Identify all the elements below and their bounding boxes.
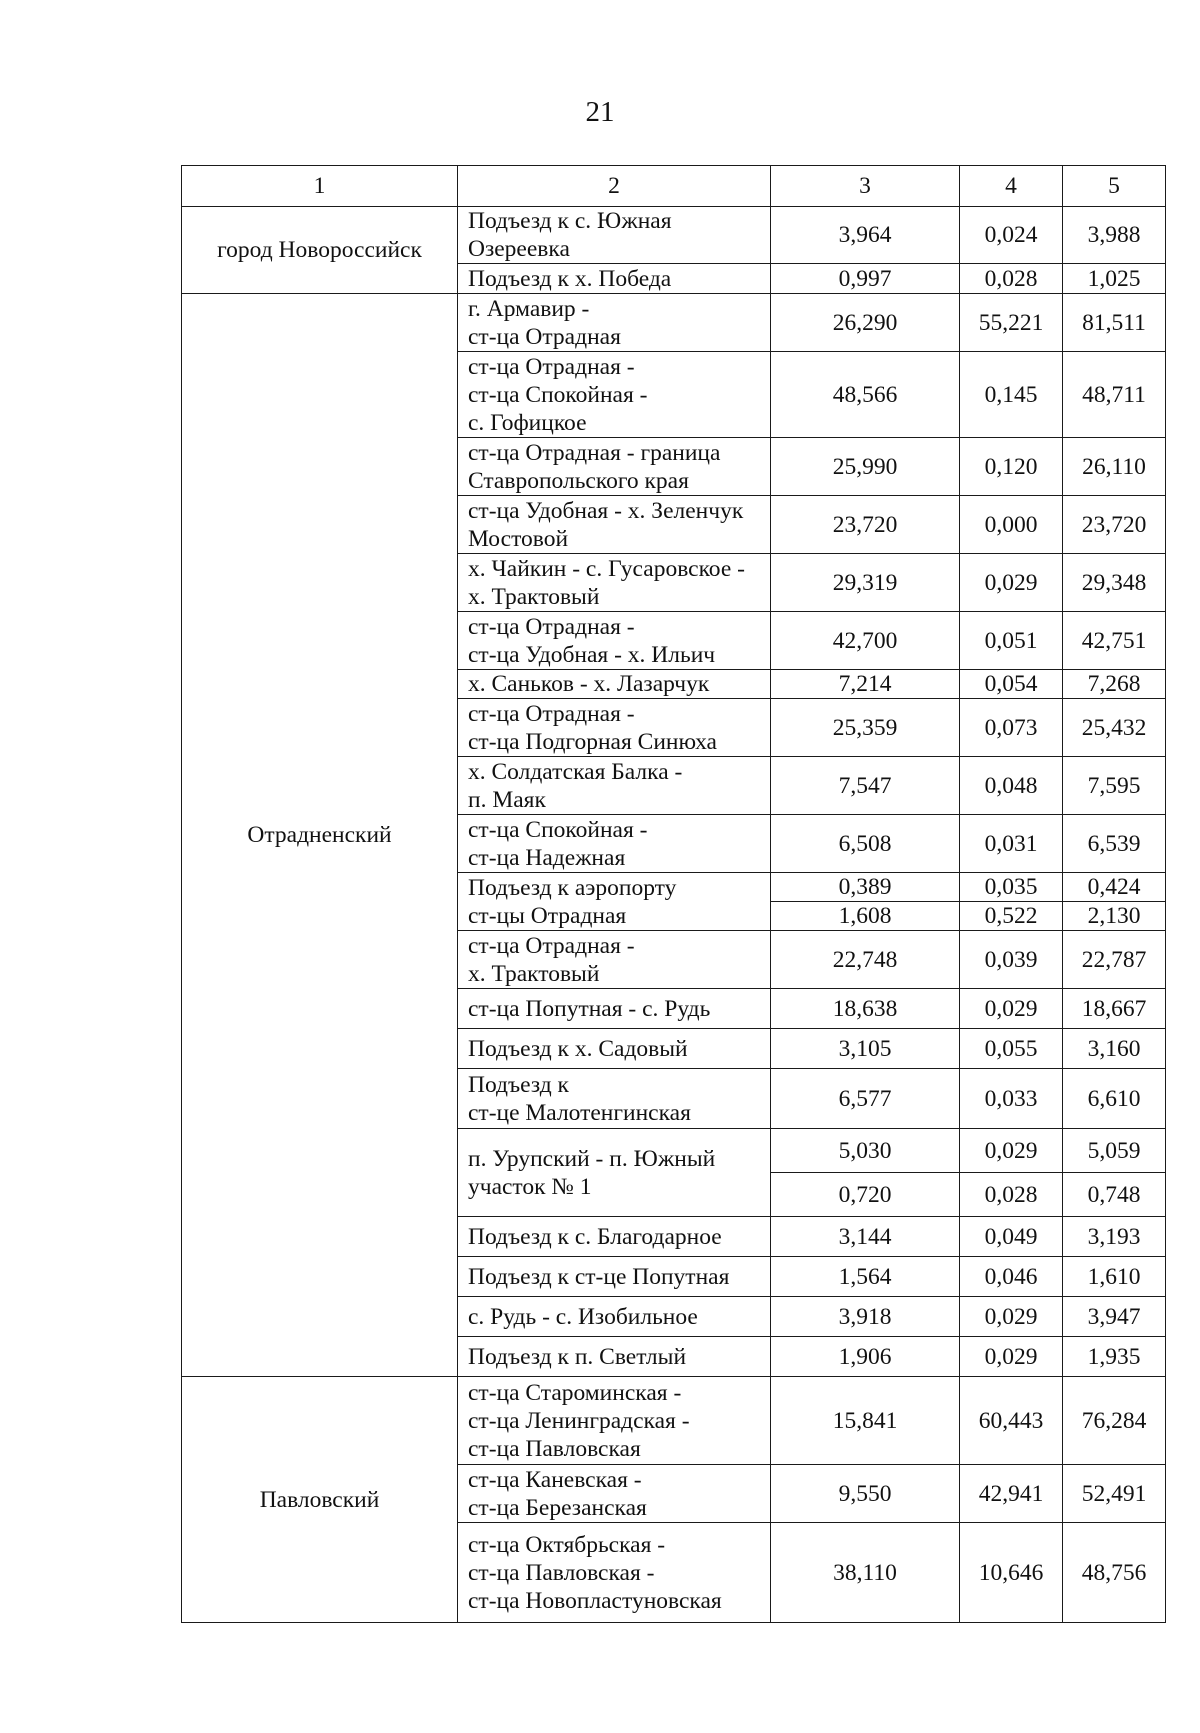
road-name-cell: г. Армавир - ст-ца Отрадная — [458, 294, 771, 352]
length-col3-cell: 1,906 — [771, 1337, 960, 1377]
length-col3-cell: 6,508 — [771, 815, 960, 873]
length-col5-cell: 1,025 — [1063, 264, 1166, 294]
length-col5-cell: 23,720 — [1063, 496, 1166, 554]
length-col3-cell: 48,566 — [771, 352, 960, 438]
length-col5-cell: 81,511 — [1063, 294, 1166, 352]
district-cell: Павловский — [182, 1377, 458, 1623]
length-col3-cell: 38,110 — [771, 1523, 960, 1623]
length-col4-cell: 0,120 — [960, 438, 1063, 496]
length-col4-cell: 0,055 — [960, 1029, 1063, 1069]
length-col4-cell: 0,033 — [960, 1069, 1063, 1129]
road-name-cell: ст-ца Отрадная - х. Трактовый — [458, 931, 771, 989]
table-body — [182, 207, 1166, 1623]
length-col5-cell: 29,348 — [1063, 554, 1166, 612]
length-col3-cell: 1,564 — [771, 1257, 960, 1297]
length-col4-cell: 0,054 — [960, 670, 1063, 699]
header-cell-1: 1 — [182, 166, 458, 207]
length-col5-cell: 1,610 — [1063, 1257, 1166, 1297]
length-col3-cell: 3,144 — [771, 1217, 960, 1257]
road-name-cell: ст-ца Отрадная - ст-ца Подгорная Синюха — [458, 699, 771, 757]
length-col3-cell: 26,290 — [771, 294, 960, 352]
road-name-cell: с. Рудь - с. Изобильное — [458, 1297, 771, 1337]
page-number: 21 — [585, 96, 615, 128]
length-col5-cell: 0,748 — [1063, 1173, 1166, 1217]
length-col5-cell: 26,110 — [1063, 438, 1166, 496]
length-col4-cell: 0,029 — [960, 554, 1063, 612]
road-name-cell: х. Солдатская Балка - п. Маяк — [458, 757, 771, 815]
header-cell-3: 3 — [771, 166, 960, 207]
length-col5-cell: 25,432 — [1063, 699, 1166, 757]
length-col4-cell: 0,035 — [960, 873, 1063, 902]
length-col4-cell: 0,028 — [960, 264, 1063, 294]
length-col4-cell: 10,646 — [960, 1523, 1063, 1623]
road-name-cell: Подъезд к х. Победа — [458, 264, 771, 294]
length-col5-cell: 6,610 — [1063, 1069, 1166, 1129]
length-col3-cell: 0,389 — [771, 873, 960, 902]
road-name-cell: ст-ца Отрадная - ст-ца Удобная - х. Ильич — [458, 612, 771, 670]
length-col3-cell: 22,748 — [771, 931, 960, 989]
road-name-cell: х. Чайкин - с. Гусаровское - х. Трактовый — [458, 554, 771, 612]
header-cell-4: 4 — [960, 166, 1063, 207]
road-name-cell: ст-ца Попутная - с. Рудь — [458, 989, 771, 1029]
road-name-cell: Подъезд к ст-це Малотенгинская — [458, 1069, 771, 1129]
road-name-cell: ст-ца Староминская - ст-ца Ленинградская - ст-ца Павловская — [458, 1377, 771, 1465]
length-col5-cell: 1,935 — [1063, 1337, 1166, 1377]
length-col3-cell: 0,997 — [771, 264, 960, 294]
district-cell: город Новороссийск — [182, 207, 458, 294]
length-col5-cell: 52,491 — [1063, 1465, 1166, 1523]
length-col4-cell: 0,029 — [960, 1297, 1063, 1337]
road-name-cell: Подъезд к с. Южная Озереевка — [458, 207, 771, 264]
length-col4-cell: 0,049 — [960, 1217, 1063, 1257]
length-col3-cell: 7,547 — [771, 757, 960, 815]
road-name-cell: ст-ца Отрадная - ст-ца Спокойная - с. Гофицкое — [458, 352, 771, 438]
roads-table — [181, 165, 1166, 1623]
length-col5-cell: 3,160 — [1063, 1029, 1166, 1069]
length-col3-cell: 7,214 — [771, 670, 960, 699]
road-name-cell: п. Урупский - п. Южный участок № 1 — [458, 1129, 771, 1217]
length-col5-cell: 18,667 — [1063, 989, 1166, 1029]
length-col3-cell: 0,720 — [771, 1173, 960, 1217]
length-col3-cell: 3,964 — [771, 207, 960, 264]
length-col4-cell: 0,024 — [960, 207, 1063, 264]
length-col4-cell: 60,443 — [960, 1377, 1063, 1465]
length-col4-cell: 0,046 — [960, 1257, 1063, 1297]
header-cell-5: 5 — [1063, 166, 1166, 207]
length-col3-cell: 25,359 — [771, 699, 960, 757]
district-cell: Отрадненский — [182, 294, 458, 1377]
length-col4-cell: 0,029 — [960, 1129, 1063, 1173]
length-col3-cell: 9,550 — [771, 1465, 960, 1523]
length-col5-cell: 5,059 — [1063, 1129, 1166, 1173]
length-col5-cell: 22,787 — [1063, 931, 1166, 989]
length-col4-cell: 0,029 — [960, 1337, 1063, 1377]
length-col3-cell: 18,638 — [771, 989, 960, 1029]
length-col4-cell: 42,941 — [960, 1465, 1063, 1523]
length-col3-cell: 3,105 — [771, 1029, 960, 1069]
road-name-cell: Подъезд к аэропорту ст-цы Отрадная — [458, 873, 771, 931]
length-col4-cell: 0,000 — [960, 496, 1063, 554]
length-col5-cell: 7,595 — [1063, 757, 1166, 815]
length-col5-cell: 48,711 — [1063, 352, 1166, 438]
length-col5-cell: 6,539 — [1063, 815, 1166, 873]
length-col5-cell: 42,751 — [1063, 612, 1166, 670]
length-col5-cell: 0,424 — [1063, 873, 1166, 902]
length-col4-cell: 0,073 — [960, 699, 1063, 757]
length-col3-cell: 23,720 — [771, 496, 960, 554]
length-col3-cell: 6,577 — [771, 1069, 960, 1129]
length-col5-cell: 7,268 — [1063, 670, 1166, 699]
header-row — [182, 166, 1166, 207]
length-col3-cell: 5,030 — [771, 1129, 960, 1173]
length-col5-cell: 3,988 — [1063, 207, 1166, 264]
length-col3-cell: 15,841 — [771, 1377, 960, 1465]
road-name-cell: Подъезд к п. Светлый — [458, 1337, 771, 1377]
length-col4-cell: 0,029 — [960, 989, 1063, 1029]
length-col5-cell: 3,193 — [1063, 1217, 1166, 1257]
table-row — [182, 294, 1166, 352]
table-row — [182, 207, 1166, 264]
length-col4-cell: 0,522 — [960, 902, 1063, 931]
length-col3-cell: 29,319 — [771, 554, 960, 612]
road-name-cell: ст-ца Удобная - х. Зеленчук Мостовой — [458, 496, 771, 554]
length-col4-cell: 0,039 — [960, 931, 1063, 989]
length-col4-cell: 0,048 — [960, 757, 1063, 815]
length-col4-cell: 0,051 — [960, 612, 1063, 670]
road-name-cell: ст-ца Каневская - ст-ца Березанская — [458, 1465, 771, 1523]
length-col4-cell: 0,145 — [960, 352, 1063, 438]
length-col5-cell: 76,284 — [1063, 1377, 1166, 1465]
road-name-cell: х. Саньков - х. Лазарчук — [458, 670, 771, 699]
road-name-cell: ст-ца Спокойная - ст-ца Надежная — [458, 815, 771, 873]
road-name-cell: Подъезд к с. Благодарное — [458, 1217, 771, 1257]
length-col3-cell: 25,990 — [771, 438, 960, 496]
header-cell-2: 2 — [458, 166, 771, 207]
length-col3-cell: 42,700 — [771, 612, 960, 670]
length-col5-cell: 48,756 — [1063, 1523, 1166, 1623]
length-col3-cell: 1,608 — [771, 902, 960, 931]
length-col5-cell: 2,130 — [1063, 902, 1166, 931]
road-name-cell: Подъезд к х. Садовый — [458, 1029, 771, 1069]
road-name-cell: ст-ца Отрадная - граница Ставропольского края — [458, 438, 771, 496]
length-col4-cell: 0,028 — [960, 1173, 1063, 1217]
road-name-cell: Подъезд к ст-це Попутная — [458, 1257, 771, 1297]
length-col4-cell: 55,221 — [960, 294, 1063, 352]
length-col4-cell: 0,031 — [960, 815, 1063, 873]
length-col5-cell: 3,947 — [1063, 1297, 1166, 1337]
length-col3-cell: 3,918 — [771, 1297, 960, 1337]
road-name-cell: ст-ца Октябрьская - ст-ца Павловская - ст-ца Новопластуновская — [458, 1523, 771, 1623]
table-row — [182, 1377, 1166, 1465]
